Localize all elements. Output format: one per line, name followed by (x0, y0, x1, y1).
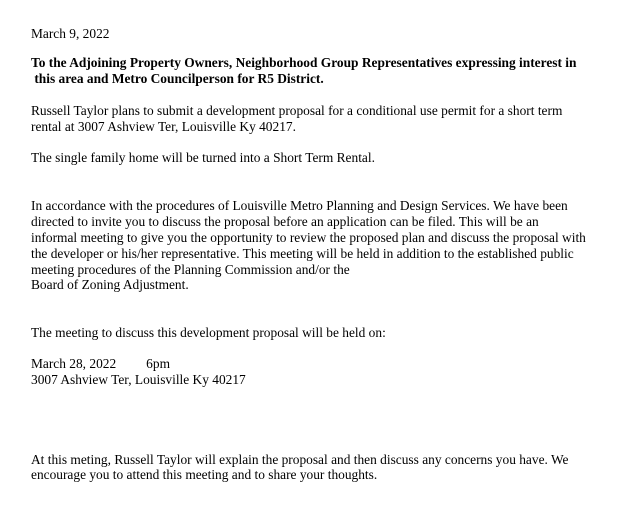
meeting-date-time (31, 356, 170, 372)
letter-date: March 9, 2022 (31, 26, 110, 41)
procedures-line-2: directed to invite you to discuss the proposal before an application can be filed. This will be an (31, 214, 539, 229)
meeting-address: 3007 Ashview Ter, Louisville Ky 40217 (31, 372, 246, 387)
conversion-paragraph: The single family home will be turned into a Short Term Rental. (31, 150, 375, 165)
intro-line-2: rental at 3007 Ashview Ter, Louisville Ky 40217. (31, 119, 296, 134)
meeting-date: March 28, 2022 (31, 356, 117, 371)
closing-line-2: encourage you to attend this meeting and to share your thoughts. (31, 467, 378, 482)
meeting-intro: The meeting to discuss this development proposal will be held on: (31, 325, 386, 340)
procedures-line-3: informal meeting to give you the opportunity to review the proposed plan and discuss the proposal with (31, 230, 586, 245)
procedures-line-4: the developer or his/her representative. This meeting will be held in addition to the established public (31, 246, 574, 261)
salutation-line-2: this area and Metro Councilperson for R5 District. (31, 71, 324, 86)
intro-line-1: Russell Taylor plans to submit a development proposal for a conditional use permit for a short term (31, 103, 563, 118)
closing-line-1: At this meting, Russell Taylor will explain the proposal and then discuss any concerns you have. We (31, 452, 569, 467)
procedures-line-6: Board of Zoning Adjustment. (31, 277, 189, 292)
procedures-line-1: In accordance with the procedures of Louisville Metro Planning and Design Services. We have been (31, 198, 568, 213)
procedures-line-5: meeting procedures of the Planning Commission and/or the (31, 262, 350, 277)
meeting-time: 6pm (146, 356, 170, 371)
salutation-line-1: To the Adjoining Property Owners, Neighborhood Group Representatives expressing interest in (31, 55, 577, 70)
